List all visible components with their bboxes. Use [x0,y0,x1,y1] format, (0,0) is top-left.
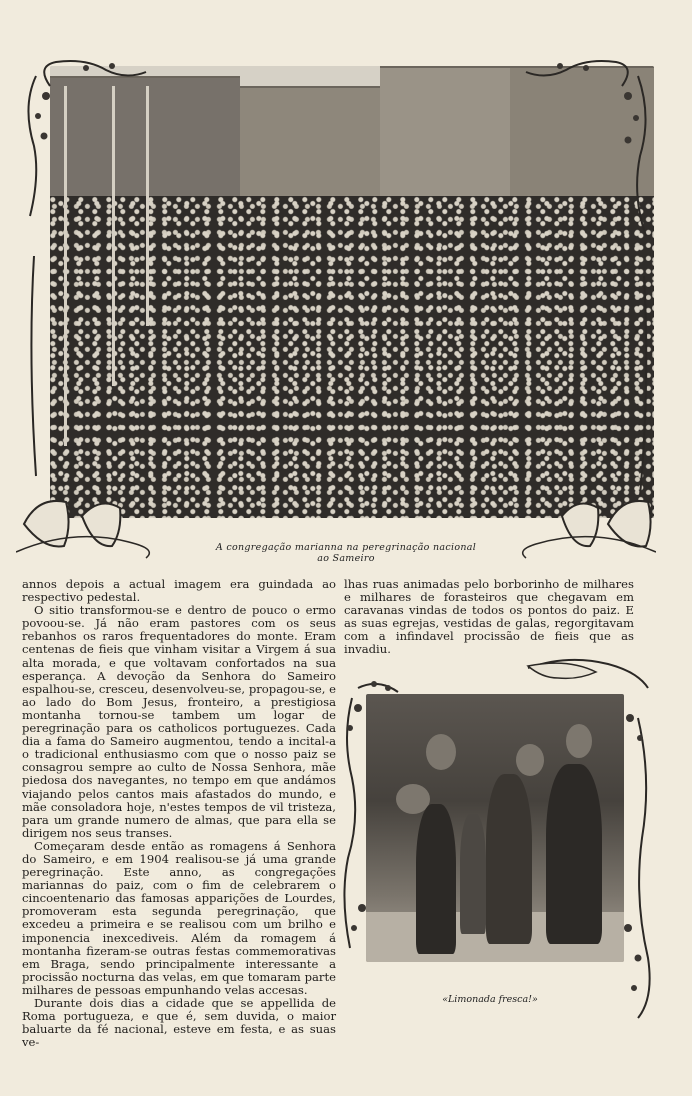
paragraph: lhas ruas animadas pelo borborinho de milhares e milhares de forasteiros que chegavam em caravanas vindas de todos os pontos do paiz. E as suas egrejas, vestidas de galas, regorgitavam com a infindavel procissão de fieis que as invadiu. [344,577,634,657]
left-text-column [22,578,336,1049]
lemonade-photo-frame [338,658,656,1032]
paragraph: Começaram desde então as romagens á Senhora do Sameiro, e em 1904 realisou-se já uma grande peregrinação. Este anno, as congregações mariannas do paiz, com o fim de celebrarem o cincoentenario das famosas apparições de Lourdes, promoveram esta segunda peregrinação, que excedeu a primeira e se realisou com um brilho e imponencia inexcediveis. Além da romagem á montanha fizeram-se outras festas commemorativas em Braga, sendo principalmente interessante a procissão nocturna das velas, em que tomaram parte milhares de pessoas empunhando velas accesas. [22,838,336,997]
caption-line: A congregação marianna na peregrinação nacional [215,542,477,553]
paragraph: annos depois a actual imagem era guindada ao respectivo pedestal. [22,577,336,605]
procession-photo-frame [16,56,656,566]
procession-photo-caption [160,542,532,564]
paragraph: Durante dois dias a cidade que se appellida de Roma portugueza, e que é, sem duvida, o maior baluarte da fé nacional, esteve em festa, e as suas ve- [22,996,336,1050]
right-text-column [344,578,634,657]
art-nouveau-frame-ornament [16,56,656,566]
caption-line: ao Sameiro [317,553,375,564]
paragraph: O sitio transformou-se e dentro de pouco o ermo povoou-se. Já não eram pastores com os seus rebanhos os raros frequentadores do monte. Eram centenas de fieis que vinham visitar a Virgem á sua alta morada, e que voltavam confortados na sua esperança. A devoção da Senhora do Sameiro espalhou-se, cresceu, desenvolveu-se, propagou-se, e ao lado do Bom Jesus, fronteiro, a prestigiosa montanha tornou-se tambem um logar de peregrinação para os catholicos portuguezes. Cada dia a fama do Sameiro augmentou, tendo a incital-a o tradicional enthusiasmo com que o nosso paiz se consagrou sempre ao culto de Nossa Senhora, mãe piedosa dos navegantes, no tempo em que andámos viajando pelos cantos mais afastados do mundo, e mãe consoladora hoje, n'estes tempos de vil tristeza, para um grande numero de almas, que para ella se dirigem nos seus transes. [22,603,336,840]
floral-frame-ornament [338,658,656,1032]
lemonade-photo-caption: «Limonada fresca!» [442,994,538,1005]
